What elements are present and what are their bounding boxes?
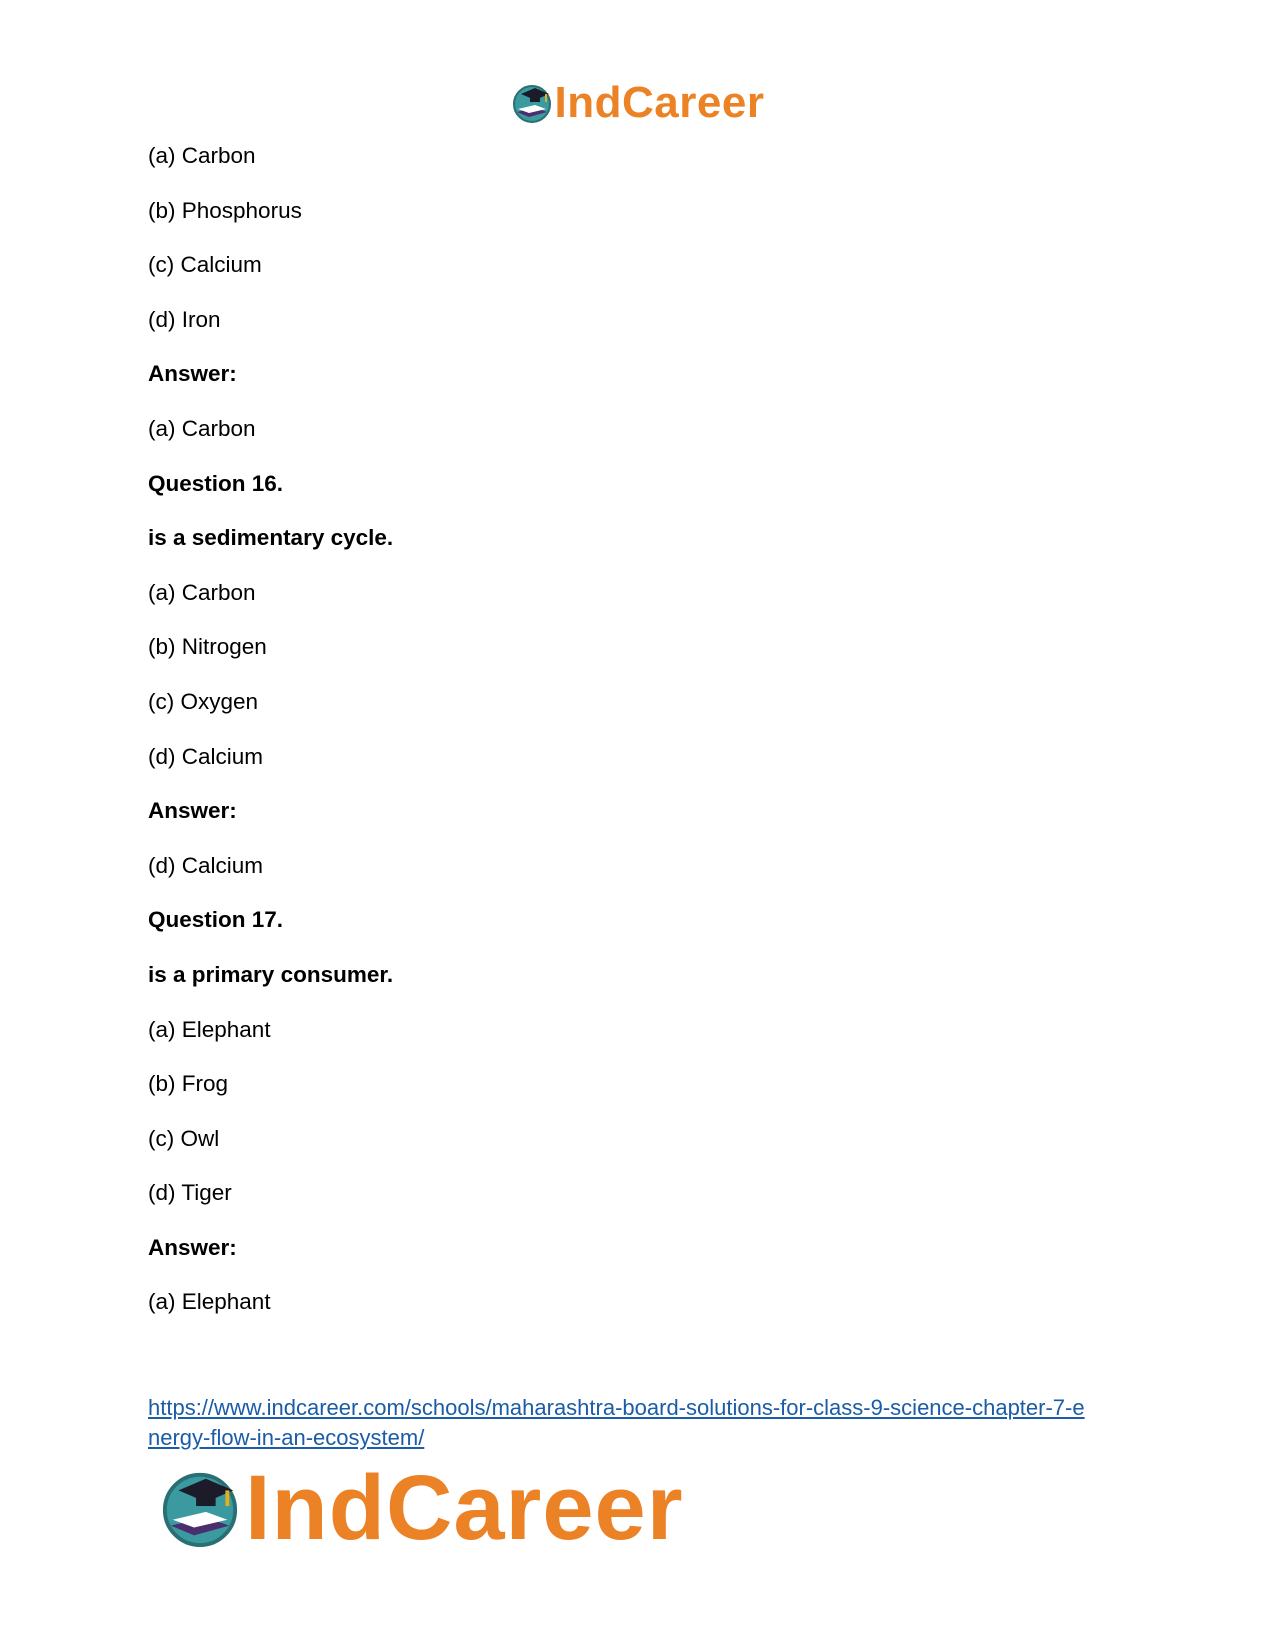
option-text: (a) Elephant [148, 1289, 271, 1315]
option-text: (b) Frog [148, 1071, 229, 1097]
answer-label: Answer: [148, 361, 237, 387]
option-text: (d) Iron [148, 306, 221, 332]
option-text: (d) Calcium [148, 852, 264, 878]
source-link-line-2[interactable]: nergy-flow-in-an-ecosystem/ [148, 1425, 425, 1450]
graduation-globe-book-icon [159, 1467, 241, 1549]
option-text: (b) Phosphorus [148, 197, 302, 223]
option-text: (c) Owl [148, 1125, 220, 1151]
option-text: (a) Carbon [148, 579, 256, 605]
question-number: Question 17. [148, 907, 284, 933]
question-number: Question 16. [148, 470, 284, 496]
question-text: is a sedimentary cycle. [148, 525, 394, 551]
footer-logo [159, 1457, 684, 1559]
question-content [148, 143, 1138, 1344]
answer-label: Answer: [148, 1234, 237, 1260]
option-text: (b) Nitrogen [148, 634, 267, 660]
source-link-line-1[interactable]: https://www.indcareer.com/schools/maharashtra-board-solutions-for-class-9-science-chapter-7-e [148, 1395, 1085, 1420]
option-text: (c) Calcium [148, 252, 262, 278]
logo-text: IndCareer [554, 78, 765, 127]
answer-label: Answer: [148, 798, 237, 824]
option-text: (d) Tiger [148, 1180, 232, 1206]
question-text: is a primary consumer. [148, 961, 394, 987]
logo-text-large: IndCareer [245, 1457, 684, 1559]
option-text: (a) Carbon [148, 143, 256, 168]
option-text: (a) Elephant [148, 1016, 271, 1042]
indcareer-logo-large [159, 1457, 684, 1559]
option-text: (c) Oxygen [148, 688, 259, 714]
source-link[interactable] [148, 1393, 1138, 1453]
graduation-globe-book-icon [511, 82, 553, 124]
option-text: (d) Calcium [148, 743, 264, 769]
indcareer-logo [511, 78, 765, 127]
option-text: (a) Carbon [148, 415, 256, 441]
header-logo [0, 78, 1275, 128]
